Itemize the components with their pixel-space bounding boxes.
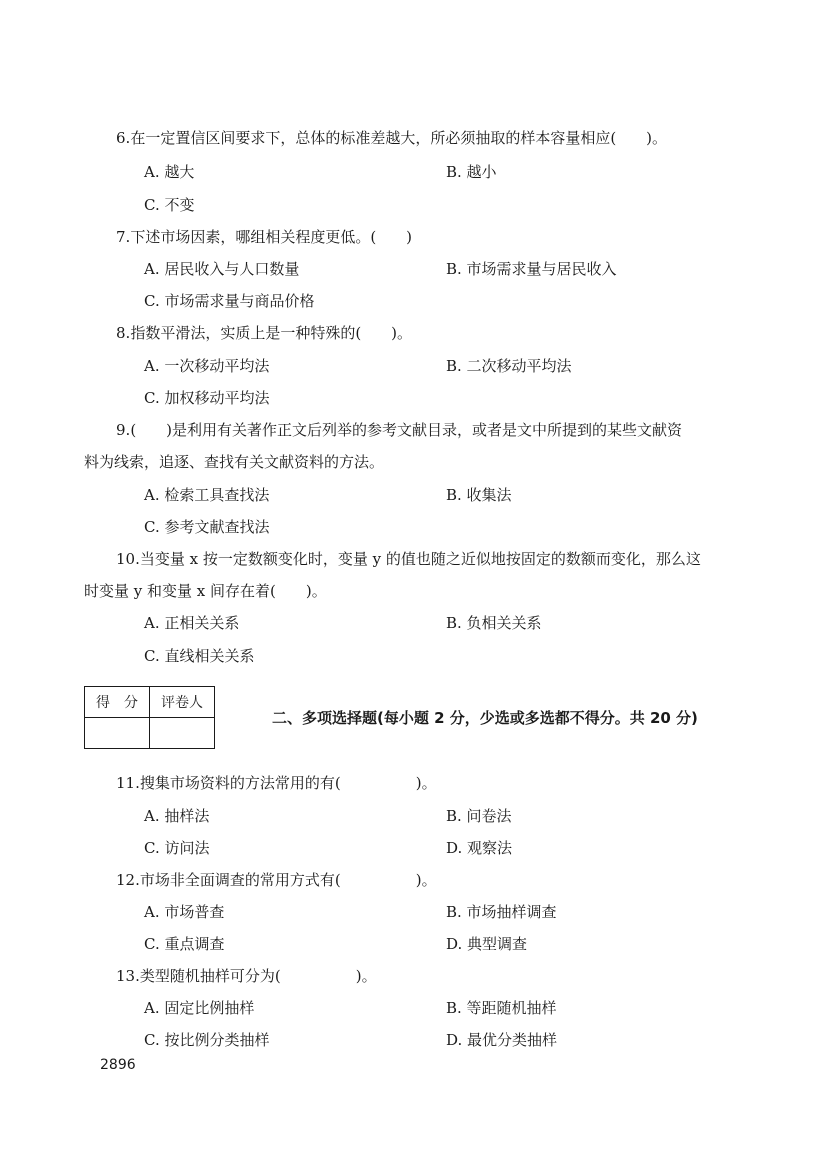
option-b: B. 负相关关系 <box>446 614 542 632</box>
question-number: 11. <box>116 774 140 792</box>
option-a: A. 正相关关系 <box>144 614 240 632</box>
option-c: C. 加权移动平均法 <box>144 389 270 407</box>
question-text: 指数平滑法，实质上是一种特殊的( )。 <box>130 324 413 342</box>
option-b: B. 问卷法 <box>446 807 512 825</box>
question-9-continued: 料为线索，追逐、查找有关文献资料的方法。 <box>84 453 385 471</box>
question-number: 10. <box>116 550 140 568</box>
score-label: 得 分 <box>85 687 150 718</box>
question-12 <box>116 870 437 890</box>
question-text: 类型随机抽样可分为( )。 <box>139 967 377 985</box>
question-number: 9. <box>116 421 131 439</box>
option-b: B. 越小 <box>446 163 497 181</box>
question-number: 13. <box>116 967 140 985</box>
option-c: C. 按比例分类抽样 <box>144 1031 270 1049</box>
question-10 <box>116 549 701 569</box>
option-a: A. 抽样法 <box>144 807 210 825</box>
question-number: 6. <box>116 129 131 147</box>
question-7 <box>116 227 412 247</box>
option-c: C. 参考文献查找法 <box>144 518 270 536</box>
option-d: D. 最优分类抽样 <box>446 1031 558 1049</box>
option-b: B. 二次移动平均法 <box>446 357 572 375</box>
option-c: C. 重点调查 <box>144 935 225 953</box>
option-a: A. 市场普查 <box>144 903 225 921</box>
option-b: B. 市场需求量与居民收入 <box>446 260 617 278</box>
option-a: A. 居民收入与人口数量 <box>144 260 300 278</box>
question-11 <box>116 773 437 793</box>
option-d: D. 观察法 <box>446 839 513 857</box>
question-number: 12. <box>116 871 140 889</box>
grader-cell[interactable] <box>150 718 215 749</box>
question-number: 8. <box>116 324 131 342</box>
option-c: C. 访问法 <box>144 839 210 857</box>
question-8 <box>116 323 412 343</box>
option-d: D. 典型调查 <box>446 935 528 953</box>
question-13 <box>116 966 377 986</box>
section-2-title: 二、多项选择题(每小题 2 分，少选或多选都不得分。共 20 分) <box>272 709 698 727</box>
question-6 <box>116 128 667 148</box>
question-number: 7. <box>116 228 131 246</box>
option-a: A. 一次移动平均法 <box>144 357 270 375</box>
score-box <box>84 686 215 749</box>
option-a: A. 固定比例抽样 <box>144 999 255 1017</box>
option-b: B. 市场抽样调查 <box>446 903 557 921</box>
question-text: 下述市场因素，哪组相关程度更低。( ) <box>130 228 413 246</box>
option-b: B. 等距随机抽样 <box>446 999 557 1017</box>
question-9 <box>116 420 682 440</box>
option-c: C. 市场需求量与商品价格 <box>144 292 315 310</box>
page-number: 2896 <box>100 1057 136 1073</box>
question-text: 市场非全面调查的常用方式有( )。 <box>139 871 437 889</box>
option-a: A. 检索工具查找法 <box>144 486 270 504</box>
score-cell[interactable] <box>85 718 150 749</box>
question-text: 在一定置信区间要求下，总体的标准差越大，所必须抽取的样本容量相应( )。 <box>130 129 668 147</box>
option-c: C. 直线相关关系 <box>144 647 255 665</box>
question-10-continued: 时变量 y 和变量 x 间存在着( )。 <box>84 582 327 600</box>
question-text: ( )是利用有关著作正文后列举的参考文献目录，或者是文中所提到的某些文献资 <box>130 421 683 439</box>
question-text: 当变量 x 按一定数额变化时，变量 y 的值也随之近似地按固定的数额而变化，那么这 <box>139 550 701 568</box>
question-text: 搜集市场资料的方法常用的有( )。 <box>139 774 437 792</box>
option-a: A. 越大 <box>144 163 195 181</box>
option-b: B. 收集法 <box>446 486 512 504</box>
option-c: C. 不变 <box>144 196 195 214</box>
grader-label: 评卷人 <box>150 687 215 718</box>
